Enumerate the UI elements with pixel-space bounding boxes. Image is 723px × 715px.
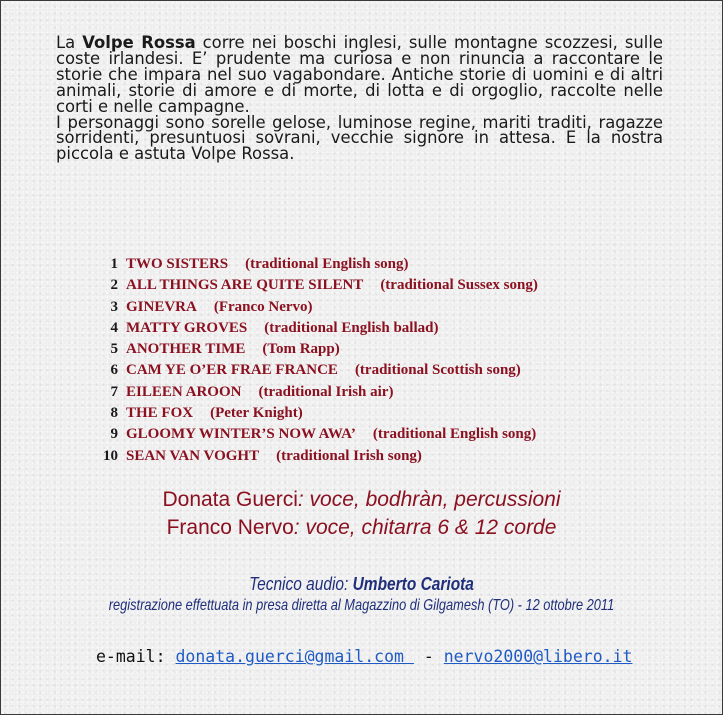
track-number: 3 — [110, 298, 118, 315]
audio-credits — [0, 573, 723, 617]
track-number: 1 — [110, 256, 118, 272]
track-title: GINEVRA — [126, 298, 197, 315]
track-note: (traditional Irish song) — [276, 447, 422, 464]
track-number: 8 — [110, 405, 118, 422]
email-separator: - — [413, 647, 444, 666]
email-link-2[interactable]: nervo2000@libero.it — [443, 647, 633, 666]
audio-label: Tecnico audio: — [249, 574, 353, 594]
track-row — [92, 424, 692, 445]
track-number: 10 — [103, 447, 118, 464]
track-note: (traditional Irish air) — [258, 383, 394, 400]
track-note: (traditional English ballad) — [264, 319, 439, 336]
track-note: (Peter Knight) — [210, 405, 303, 422]
intro-paragraph-2: I personaggi sono sorelle gelose, luminose regine, mariti traditi, ragazze sorridenti, presuntuosi sovrani, vecchie signore in attesa. E la nostra piccola e astuta Volpe Rossa. — [56, 112, 663, 164]
track-title: THE FOX — [126, 405, 194, 422]
intro-lead: La — [56, 33, 83, 52]
track-note: (traditional Scottish song) — [354, 362, 521, 379]
audio-engineer: Umberto Cariota — [352, 574, 474, 594]
track-row — [92, 360, 692, 381]
track-row — [92, 275, 692, 296]
track-note: (Franco Nervo) — [213, 298, 313, 315]
track-number: 5 — [110, 341, 118, 358]
track-row — [92, 254, 692, 275]
track-title: CAM YE O’ER FRAE FRANCE — [126, 362, 338, 379]
musician-name: Franco Nervo — [166, 516, 294, 539]
musician-role: : voce, bodhràn, percussioni — [297, 488, 561, 511]
track-note: (traditional Sussex song) — [380, 277, 538, 294]
track-number: 2 — [110, 277, 118, 294]
track-title: ANOTHER TIME — [126, 341, 246, 358]
track-row — [92, 446, 692, 467]
intro-paragraph-1 — [56, 35, 663, 115]
track-row — [92, 403, 692, 424]
track-title: EILEEN AROON — [126, 383, 242, 400]
musician-name: Donata Guerci — [162, 488, 298, 511]
track-row — [92, 339, 692, 360]
audio-engineer-line — [51, 573, 673, 595]
musician-role: : voce, chitarra 6 & 12 corde — [293, 516, 557, 539]
track-title: ALL THINGS ARE QUITE SILENT — [126, 277, 364, 294]
track-title: SEAN VAN VOGHT — [126, 447, 260, 464]
track-title: TWO SISTERS — [126, 256, 229, 272]
musician-line — [0, 486, 723, 514]
track-title: MATTY GROVES — [126, 319, 248, 336]
track-number: 4 — [110, 319, 118, 336]
email-link-1[interactable]: donata.guerci@gmail.com — [175, 647, 414, 666]
email-label: e-mail: — [96, 647, 176, 666]
intro-text — [56, 35, 663, 162]
recording-info: registrazione effettuata in presa diretta al Magazzino di Gilgamesh (TO) - 12 ottobre 2011 — [108, 597, 615, 614]
track-number: 6 — [110, 362, 118, 379]
track-note: (traditional English song) — [372, 426, 537, 443]
track-row — [92, 318, 692, 339]
musician-line — [0, 514, 723, 542]
musicians — [0, 486, 723, 542]
contacts — [96, 647, 632, 666]
tracklist — [92, 254, 692, 467]
track-note: (traditional English song) — [245, 256, 409, 272]
track-number: 7 — [110, 383, 118, 400]
brand-name: Volpe Rossa — [82, 33, 196, 52]
track-row — [92, 382, 692, 403]
intro-rest: corre nei boschi inglesi, sulle montagne scozzesi, sulle coste irlandesi. E’ prudente ma curiosa e non rinuncia a raccontare le storie che impara nel suo vagabondare. Antiche storie di uomini e di altri animali, storie di amore e di morte, di lotta e di orgoglio, raccolte nelle corti e nelle campagne. — [56, 33, 663, 116]
track-title: GLOOMY WINTER’S NOW AWA’ — [126, 426, 356, 443]
track-note: (Tom Rapp) — [262, 341, 340, 358]
track-number: 9 — [110, 426, 118, 443]
track-row — [92, 297, 692, 318]
